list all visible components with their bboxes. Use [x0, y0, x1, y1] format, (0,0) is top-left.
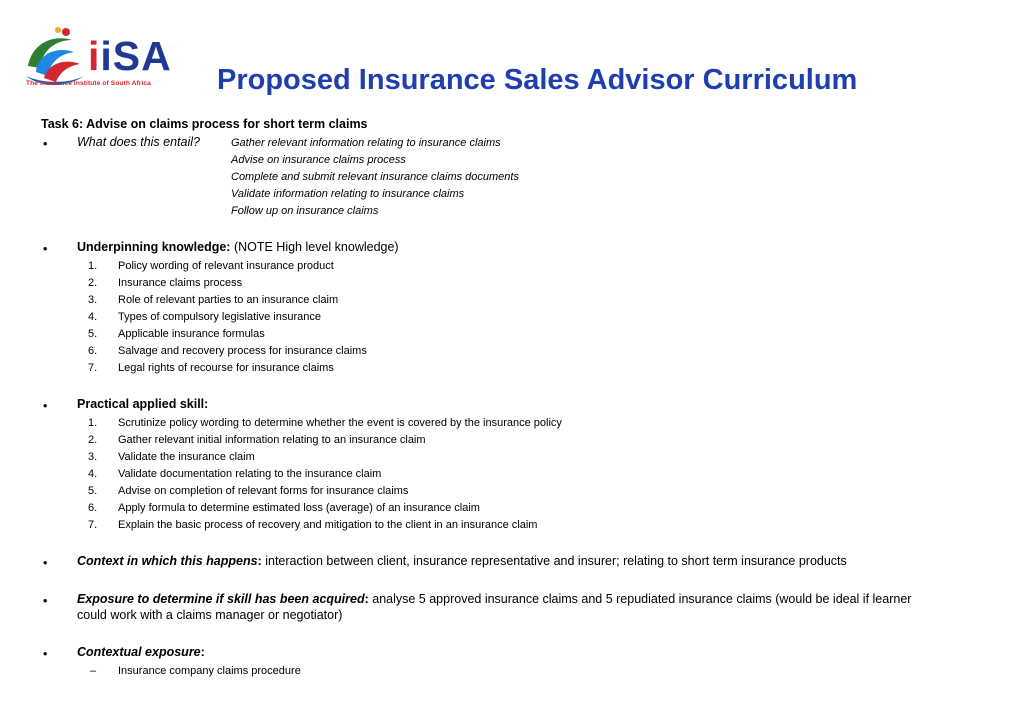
bullet-marker: • — [43, 399, 48, 413]
list-item: Policy wording of relevant insurance product — [118, 260, 334, 272]
bullet-marker: • — [43, 647, 48, 661]
exposure-label: Exposure to determine if skill has been acquired — [77, 592, 365, 606]
bullet-marker: • — [43, 594, 48, 608]
context-label: Context in which this happens — [77, 554, 258, 568]
list-item: Applicable insurance formulas — [118, 328, 265, 340]
dash-marker: – — [90, 665, 97, 677]
list-item: Salvage and recovery process for insurance claims — [118, 345, 367, 357]
list-item: Validate information relating to insurance claims — [231, 188, 465, 200]
logo-tagline: The Insurance Institute of South Africa — [26, 80, 151, 87]
list-number: 2. — [88, 277, 98, 289]
exposure-colon: : — [364, 592, 369, 606]
knowledge-label: Underpinning knowledge: — [77, 240, 231, 254]
list-number: 1. — [88, 260, 98, 272]
list-item: Role of relevant parties to an insurance claim — [118, 294, 339, 306]
bullet-marker: • — [43, 242, 48, 256]
list-item: Validate documentation relating to the insurance claim — [118, 468, 382, 480]
knowledge-note: (NOTE High level knowledge) — [230, 240, 399, 254]
list-number: 5. — [88, 485, 98, 497]
context-colon: : — [257, 554, 262, 568]
contextual-heading — [77, 645, 205, 659]
list-item: Gather relevant initial information relating to an insurance claim — [118, 434, 426, 446]
list-item: Advise on insurance claims process — [231, 154, 406, 166]
list-item: Insurance company claims procedure — [118, 665, 301, 677]
list-item: Advise on completion of relevant forms for insurance claims — [118, 485, 409, 497]
entail-label: What does this entail? — [77, 135, 200, 149]
list-number: 5. — [88, 328, 98, 340]
page-title: Proposed Insurance Sales Advisor Curriculum — [217, 64, 858, 96]
contextual-label: Contextual exposure — [77, 645, 201, 659]
list-number: 6. — [88, 502, 98, 514]
contextual-colon: : — [200, 645, 205, 659]
list-number: 6. — [88, 345, 98, 357]
list-item: Apply formula to determine estimated loss (average) of an insurance claim — [118, 502, 480, 514]
list-number: 4. — [88, 468, 98, 480]
list-item: Insurance claims process — [118, 277, 243, 289]
bullet-marker: • — [43, 556, 48, 570]
list-item: Gather relevant information relating to insurance claims — [231, 137, 501, 149]
skill-label: Practical applied skill: — [77, 397, 209, 411]
list-number: 1. — [88, 417, 98, 429]
exposure-text: analyse 5 approved insurance claims and 5 repudiated insurance claims (would be ideal if learner — [368, 592, 912, 606]
list-item: Follow up on insurance claims — [231, 205, 379, 217]
context-paragraph — [77, 554, 847, 568]
list-item: Complete and submit relevant insurance claims documents — [231, 171, 519, 183]
list-item: Validate the insurance claim — [118, 451, 255, 463]
list-number: 3. — [88, 294, 98, 306]
context-text: interaction between client, insurance representative and insurer; relating to short term insurance products — [261, 554, 847, 568]
list-item: Explain the basic process of recovery and mitigation to the client in an insurance claim — [118, 519, 538, 531]
exposure-text-cont: could work with a claims manager or negotiator) — [77, 608, 343, 622]
logo-text: iiSA — [88, 33, 172, 79]
knowledge-heading — [77, 240, 399, 254]
list-number: 7. — [88, 362, 98, 374]
list-number: 2. — [88, 434, 98, 446]
task-heading: Task 6: Advise on claims process for short term claims — [41, 117, 368, 131]
list-item: Types of compulsory legislative insurance — [118, 311, 321, 323]
list-item: Scrutinize policy wording to determine whether the event is covered by the insurance policy — [118, 417, 562, 429]
list-number: 3. — [88, 451, 98, 463]
list-number: 4. — [88, 311, 98, 323]
list-number: 7. — [88, 519, 98, 531]
list-item: Legal rights of recourse for insurance claims — [118, 362, 334, 374]
exposure-paragraph — [77, 592, 911, 606]
bullet-marker: • — [43, 137, 48, 151]
